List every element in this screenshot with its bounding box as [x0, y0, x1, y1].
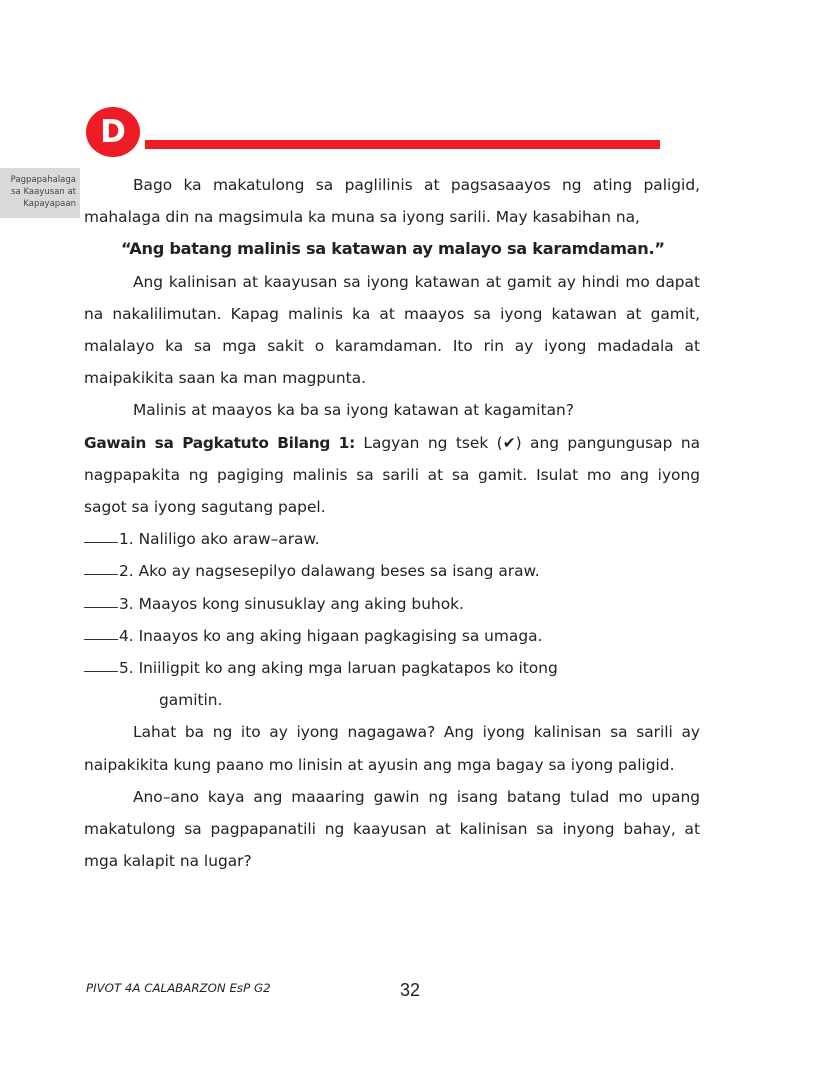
intro-paragraph: Bago ka makatulong sa paglilinis at pagsasaayos ng ating paligid, mahalaga din na magsimula ka muna sa iyong sarili. May kasabihan na, — [84, 176, 700, 227]
page-body — [84, 169, 700, 877]
answer-blank[interactable] — [84, 588, 118, 608]
checklist-item — [84, 523, 700, 555]
activity-title: Gawain sa Pagkatuto Bilang 1: — [84, 433, 355, 452]
side-tab-line: sa Kaayusan at — [11, 187, 76, 197]
answer-blank[interactable] — [84, 652, 118, 672]
answer-blank[interactable] — [84, 555, 118, 575]
checklist-item-text: 2. Ako ay nagsesepilyo dalawang beses sa isang araw. — [119, 562, 540, 581]
answer-blank[interactable] — [84, 620, 118, 640]
checklist-item-text: 3. Maayos kong sinusuklay ang aking buhok. — [119, 594, 464, 613]
paragraph-3: Lahat ba ng ito ay iyong nagagawa? Ang iyong kalinisan sa sarili ay naipakikita kung paano mo linisin at ayusin ang mga bagay sa iyong paligid. — [84, 723, 700, 774]
page-number: 32 — [400, 980, 421, 1000]
paragraph-4: Ano–ano kaya ang maaaring gawin ng isang batang tulad mo upang makatulong sa pagpapanatili ng kaayusan at kalinisan sa inyong bahay, at mga kalapit na lugar? — [84, 787, 700, 871]
checklist-item — [84, 555, 700, 587]
paragraph-2: Ang kalinisan at kaayusan sa iyong katawan at gamit ay hindi mo dapat na nakalilimutan. Kapag malinis ka at maayos sa iyong katawan at gamit, malalayo ka sa mga sakit o karamdaman. Ito rin ay iyong madadala at maipakikita saan ka man magpunta. — [84, 272, 700, 388]
checklist-item-text: 1. Naliligo ako araw–araw. — [119, 530, 320, 549]
activity-paragraph — [84, 427, 700, 524]
question-line: Malinis at maayos ka ba sa iyong katawan at kagamitan? — [133, 401, 574, 420]
side-tab — [0, 168, 80, 218]
proverb-quote: “Ang batang malinis sa katawan ay malayo sa karamdaman.” — [121, 239, 665, 259]
checklist-item — [84, 620, 700, 652]
section-divider-bar — [145, 140, 660, 149]
checklist — [84, 523, 700, 716]
checklist-item — [84, 588, 700, 620]
checklist-item — [84, 652, 700, 684]
side-tab-line: Pagpapahalaga — [10, 175, 76, 185]
checklist-item-continuation: gamitin. — [159, 691, 223, 710]
footer-label: PIVOT 4A CALABARZON EsP G2 — [86, 981, 271, 995]
answer-blank[interactable] — [84, 523, 118, 543]
activity-instructions: Lagyan ng tsek (✔) ang pangungusap na nagpapakita ng pagiging malinis sa sarili at sa gamit. Isulat mo ang iyong sagot sa iyong sagutang papel. — [84, 433, 701, 517]
section-badge: D — [86, 107, 140, 157]
side-tab-line: Kapayapaan — [23, 199, 76, 209]
checklist-item-text: 5. Iniiligpit ko ang aking mga laruan pagkatapos ko itong — [119, 659, 558, 678]
checklist-item-text: 4. Inaayos ko ang aking higaan pagkagising sa umaga. — [119, 626, 543, 645]
